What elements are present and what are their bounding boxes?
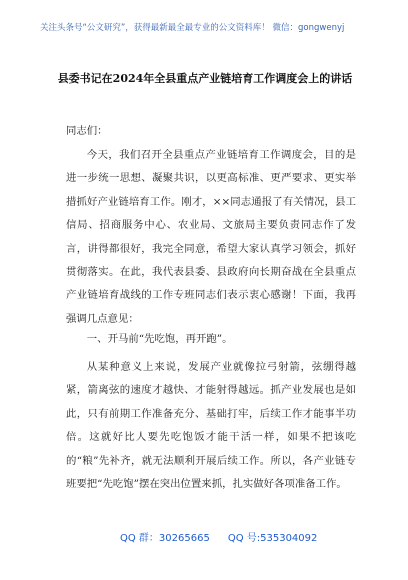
footer-qq-number: QQ 号:535304092 (227, 533, 318, 544)
footer-contacts (120, 532, 318, 546)
salutation: 同志们： (66, 125, 108, 137)
footer-qq-group: QQ 群：30265665 (120, 533, 210, 544)
paragraph-intro: 今天，我们召开全县重点产业链培育工作调度会，目的是进一步统一思想、凝聚共识，以更高标准、更严要求、更实举措抓好产业链培育工作。刚才，××同志通报了有关情况，县工信局、招商服务中心、农业局、文旅局主要负责同志作了发言，讲得都很好，我完全同意，希望大家认真学习领会，抓好贯彻落实。在此，我代表县委、县政府向长期奋战在全县重点产业链培育战线的工作专班同志们表示衷心感谢！下面，我再强调几点意见： (66, 149, 356, 325)
header-banner: 关注头条号“公文研究”，获得最新最全最专业的公文资料库！ 微信：gongwenyj (40, 23, 345, 33)
section-heading: 一、开马前“先吃饱，再开跑”。 (86, 333, 233, 345)
paragraph-section-1: 从某种意义上来说，发展产业就像拉弓射箭，弦绷得越紧，箭离弦的速度才越快、才能射得越远。抓产业发展也是如此，只有前期工作准备充分、基础打牢，后续工作才能事半功倍。这就好比人要先吃饱饭才能干活一样，如果不把该吃的“粮”先补齐，就无法顺利开展后续工作。所以，各产业链专班要把“先吃饱”摆在突出位置来抓，扎实做好各项准备工作。 (66, 361, 356, 491)
document-title: 县委书记在2024年全县重点产业链培育工作调度会上的讲话 (57, 72, 353, 85)
